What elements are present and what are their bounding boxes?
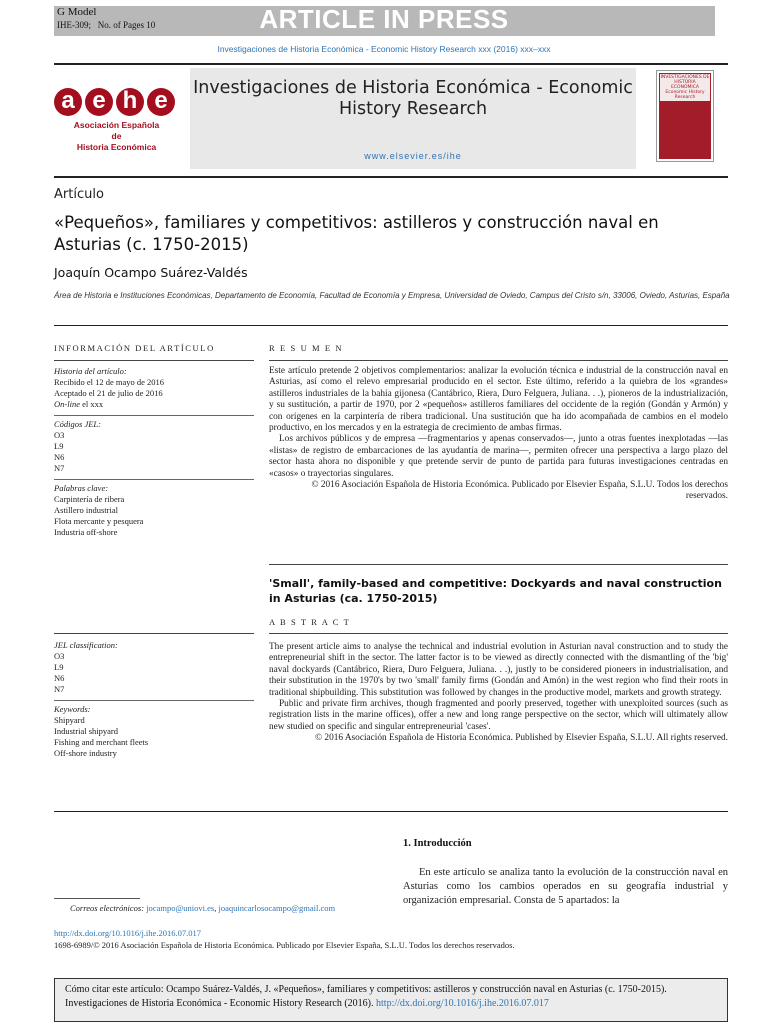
email-footnote: Correos electrónicos: jocampo@uniovi.es, joaquincarlosocampo@gmail.com xyxy=(70,903,336,913)
article-info-heading: INFORMACIÓN DEL ARTÍCULO xyxy=(54,343,215,353)
jel-label-es: Códigos JEL: xyxy=(54,419,101,429)
jel-code: L9 xyxy=(54,662,64,672)
manuscript-id: IHE-309; xyxy=(57,20,91,30)
jel-code: N7 xyxy=(54,463,65,473)
author-affiliation: Área de Historia e Instituciones Económicas, Departamento de Economía, Facultad de Economía y Empresa, Universidad de Oviedo, Campus del Cristo s/n, 33006, Oviedo, Asturias, España xyxy=(54,291,730,300)
section-heading-introduccion: 1. Introducción xyxy=(403,838,472,849)
english-classification xyxy=(54,640,254,759)
online-date: On-line el xxx xyxy=(54,399,104,409)
abstract-end-rule xyxy=(54,811,728,812)
article-author: Joaquín Ocampo Suárez-Valdés xyxy=(54,265,248,280)
resumen-copyright: © 2016 Asociación Española de Historia Económica. Publicado por Elsevier España, S.L.U. Todos los derechos reservados. xyxy=(311,480,728,502)
journal-url[interactable]: www.elsevier.es/ihe xyxy=(364,151,462,161)
english-title: 'Small', family-based and competitive: Dockyards and naval construction in Asturias (ca. 1750-2015) xyxy=(269,577,722,605)
journal-title: Investigaciones de Historia Económica - Economic History Research xyxy=(193,78,633,119)
abstract-heading: A B S T R A C T xyxy=(269,617,351,627)
intro-paragraph: En este artículo se analiza tanto la evolución de la construcción naval en Asturias como los cambios operados en su geografía industrial y organización empresarial. Consta de 5 apartados: la xyxy=(403,867,728,906)
article-title: «Pequeños», familiares y competitivos: astilleros y construcción naval en Asturias (c. 1750-2015) xyxy=(54,213,659,254)
citation-doi-link[interactable]: http://dx.doi.org/10.1016/j.ihe.2016.07.017 xyxy=(376,998,549,1009)
logo-letter: a xyxy=(54,88,82,116)
keyword-en: Shipyard xyxy=(54,715,85,725)
keywords-label-en: Keywords: xyxy=(54,704,91,714)
keyword-en: Off-shore industry xyxy=(54,748,117,758)
aehe-logo xyxy=(54,88,179,168)
abstract-paragraph: Public and private firm archives, though fragmented and poorly preserved, together with unexploited sources (such as registration lists in the marine offices), offer a new and long range perspective on the sector, which will ultimately allow new studied on specific and singular entrepreneurial 'cases'. xyxy=(269,699,728,732)
jel-code: N6 xyxy=(54,673,65,683)
keyword-es: Industria off-shore xyxy=(54,527,118,537)
journal-masthead xyxy=(190,68,636,169)
cover-title: INVESTIGACIONES DE HISTORIA ECONÓMICA Economic History Research xyxy=(660,75,710,100)
resumen-heading: R E S U M E N xyxy=(269,343,344,353)
issn-copyright: 1698-6989/© 2016 Asociación Española de Historia Económica. Publicado por Elsevier España, S.L.U. Todos los derechos reservados. xyxy=(54,940,515,950)
abstract-copyright: © 2016 Asociación Española de Historia Económica. Published by Elsevier España, S.L.U. All rights reserved. xyxy=(315,733,728,744)
citation-text: Cómo citar este artículo: Ocampo Suárez-Valdés, J. «Pequeños», familiares y competitivos: astilleros y construcción naval en Asturias (c. 1750-2015). Investigaciones de Historia Económica - Economic History Research (2016). xyxy=(65,984,667,1009)
logo-organization: Asociación Española de Historia Económica xyxy=(73,120,160,152)
jel-label-en: JEL classification: xyxy=(54,640,118,650)
jel-code: L9 xyxy=(54,441,64,451)
title-rule xyxy=(54,325,728,326)
abstract-body xyxy=(269,642,728,745)
resumen-paragraph: Este artículo pretende 2 objetivos complementarios: analizar la evolución técnica e industrial de la construcción naval en Asturias, así como el relevo empresarial producido en el sector. Este último, referido a la quiebra de los «grandes» astilleros industriales de la bahía gijonesa (Cantábrico, Riera, Duro Felguera, Juliana. . .), pioneros de la industrialización, y su sustitución, a partir de 1970, por 2 «pequeños» astilleros familiares del occidente de la región (Gondán y Armón) y con orígenes en la carpintería de ribera tradicional. Una sustitución que ha ido acompañada de cambios en el modelo productivo, en los mercados y en la estrategia de crecimiento de ambas firmas. xyxy=(269,366,728,434)
page-count: No. of Pages 10 xyxy=(97,20,156,30)
logo-letter: h xyxy=(116,88,144,116)
aehe-wordmark xyxy=(54,88,179,116)
doi-block xyxy=(54,927,515,951)
abstract-paragraph: The present article aims to analyse the technical and industrial evolution in Asturian naval construction and to study the entrepreneurial shift in the sector. The latter factor is to be viewed as directly connected with the dismantling of the 'big' naval dockyards (Cantábrico, Riera, Duro Felguera, Juliana. . .), justly to be considered pioneers in industrialisation, and their substitution in the 1970's by two 'small' family firms (Gondán and Amón) in the west region who find their roots in traditional shipbuilding. This substitution was followed by changes in the productive model, markets and growth strategy. xyxy=(269,642,728,698)
masthead-rule xyxy=(54,176,728,178)
jel-code: N6 xyxy=(54,452,65,462)
citation-box xyxy=(54,978,728,1022)
keyword-es: Flota mercante y pesquera xyxy=(54,516,144,526)
keyword-es: Carpintería de ribera xyxy=(54,494,125,504)
resumen-paragraph: Los archivos públicos y de empresa —fragmentarios y apenas conservados—, junto a otras fuentes inexplotadas —las «listas» de registro de embarcaciones de las ayudantía de marina—, permiten ofrecer una perspectiva a largo plazo del sector hasta ahora no disponible y que pretende servir de punto de partida para futuras investigaciones centradas en «casos» o trayectorias singulares. xyxy=(269,434,728,479)
article-in-press-label: ARTICLE IN PRESS xyxy=(259,4,509,34)
jel-code: O3 xyxy=(54,651,65,661)
logo-letter: e xyxy=(147,88,175,116)
keywords-label-es: Palabras clave: xyxy=(54,483,109,493)
keyword-en: Fishing and merchant fleets xyxy=(54,737,149,747)
jel-code: N7 xyxy=(54,684,65,694)
journal-cover-thumbnail xyxy=(656,70,714,162)
doi-link[interactable]: http://dx.doi.org/10.1016/j.ihe.2016.07.017 xyxy=(54,928,201,938)
logo-letter: e xyxy=(85,88,113,116)
jel-code: O3 xyxy=(54,430,65,440)
header-rule xyxy=(54,63,728,65)
accepted-date: Aceptado el 21 de julio de 2016 xyxy=(54,388,163,398)
article-history xyxy=(54,366,254,538)
keyword-es: Astillero industrial xyxy=(54,505,118,515)
history-label: Historia del artículo: xyxy=(54,366,127,376)
journal-reference-link[interactable]: Investigaciones de Historia Económica - Economic History Research xxx (2016) xxx–xxx xyxy=(217,44,551,54)
article-type: Artículo xyxy=(54,187,104,202)
received-date: Recibido el 12 de mayo de 2016 xyxy=(54,377,165,387)
g-model-label: G Model xyxy=(57,6,97,18)
keyword-en: Industrial shipyard xyxy=(54,726,118,736)
email-link[interactable]: jocampo@uniovi.es xyxy=(146,903,215,913)
resumen-body xyxy=(269,366,728,503)
email-link[interactable]: joaquincarlosocampo@gmail.com xyxy=(218,903,336,913)
